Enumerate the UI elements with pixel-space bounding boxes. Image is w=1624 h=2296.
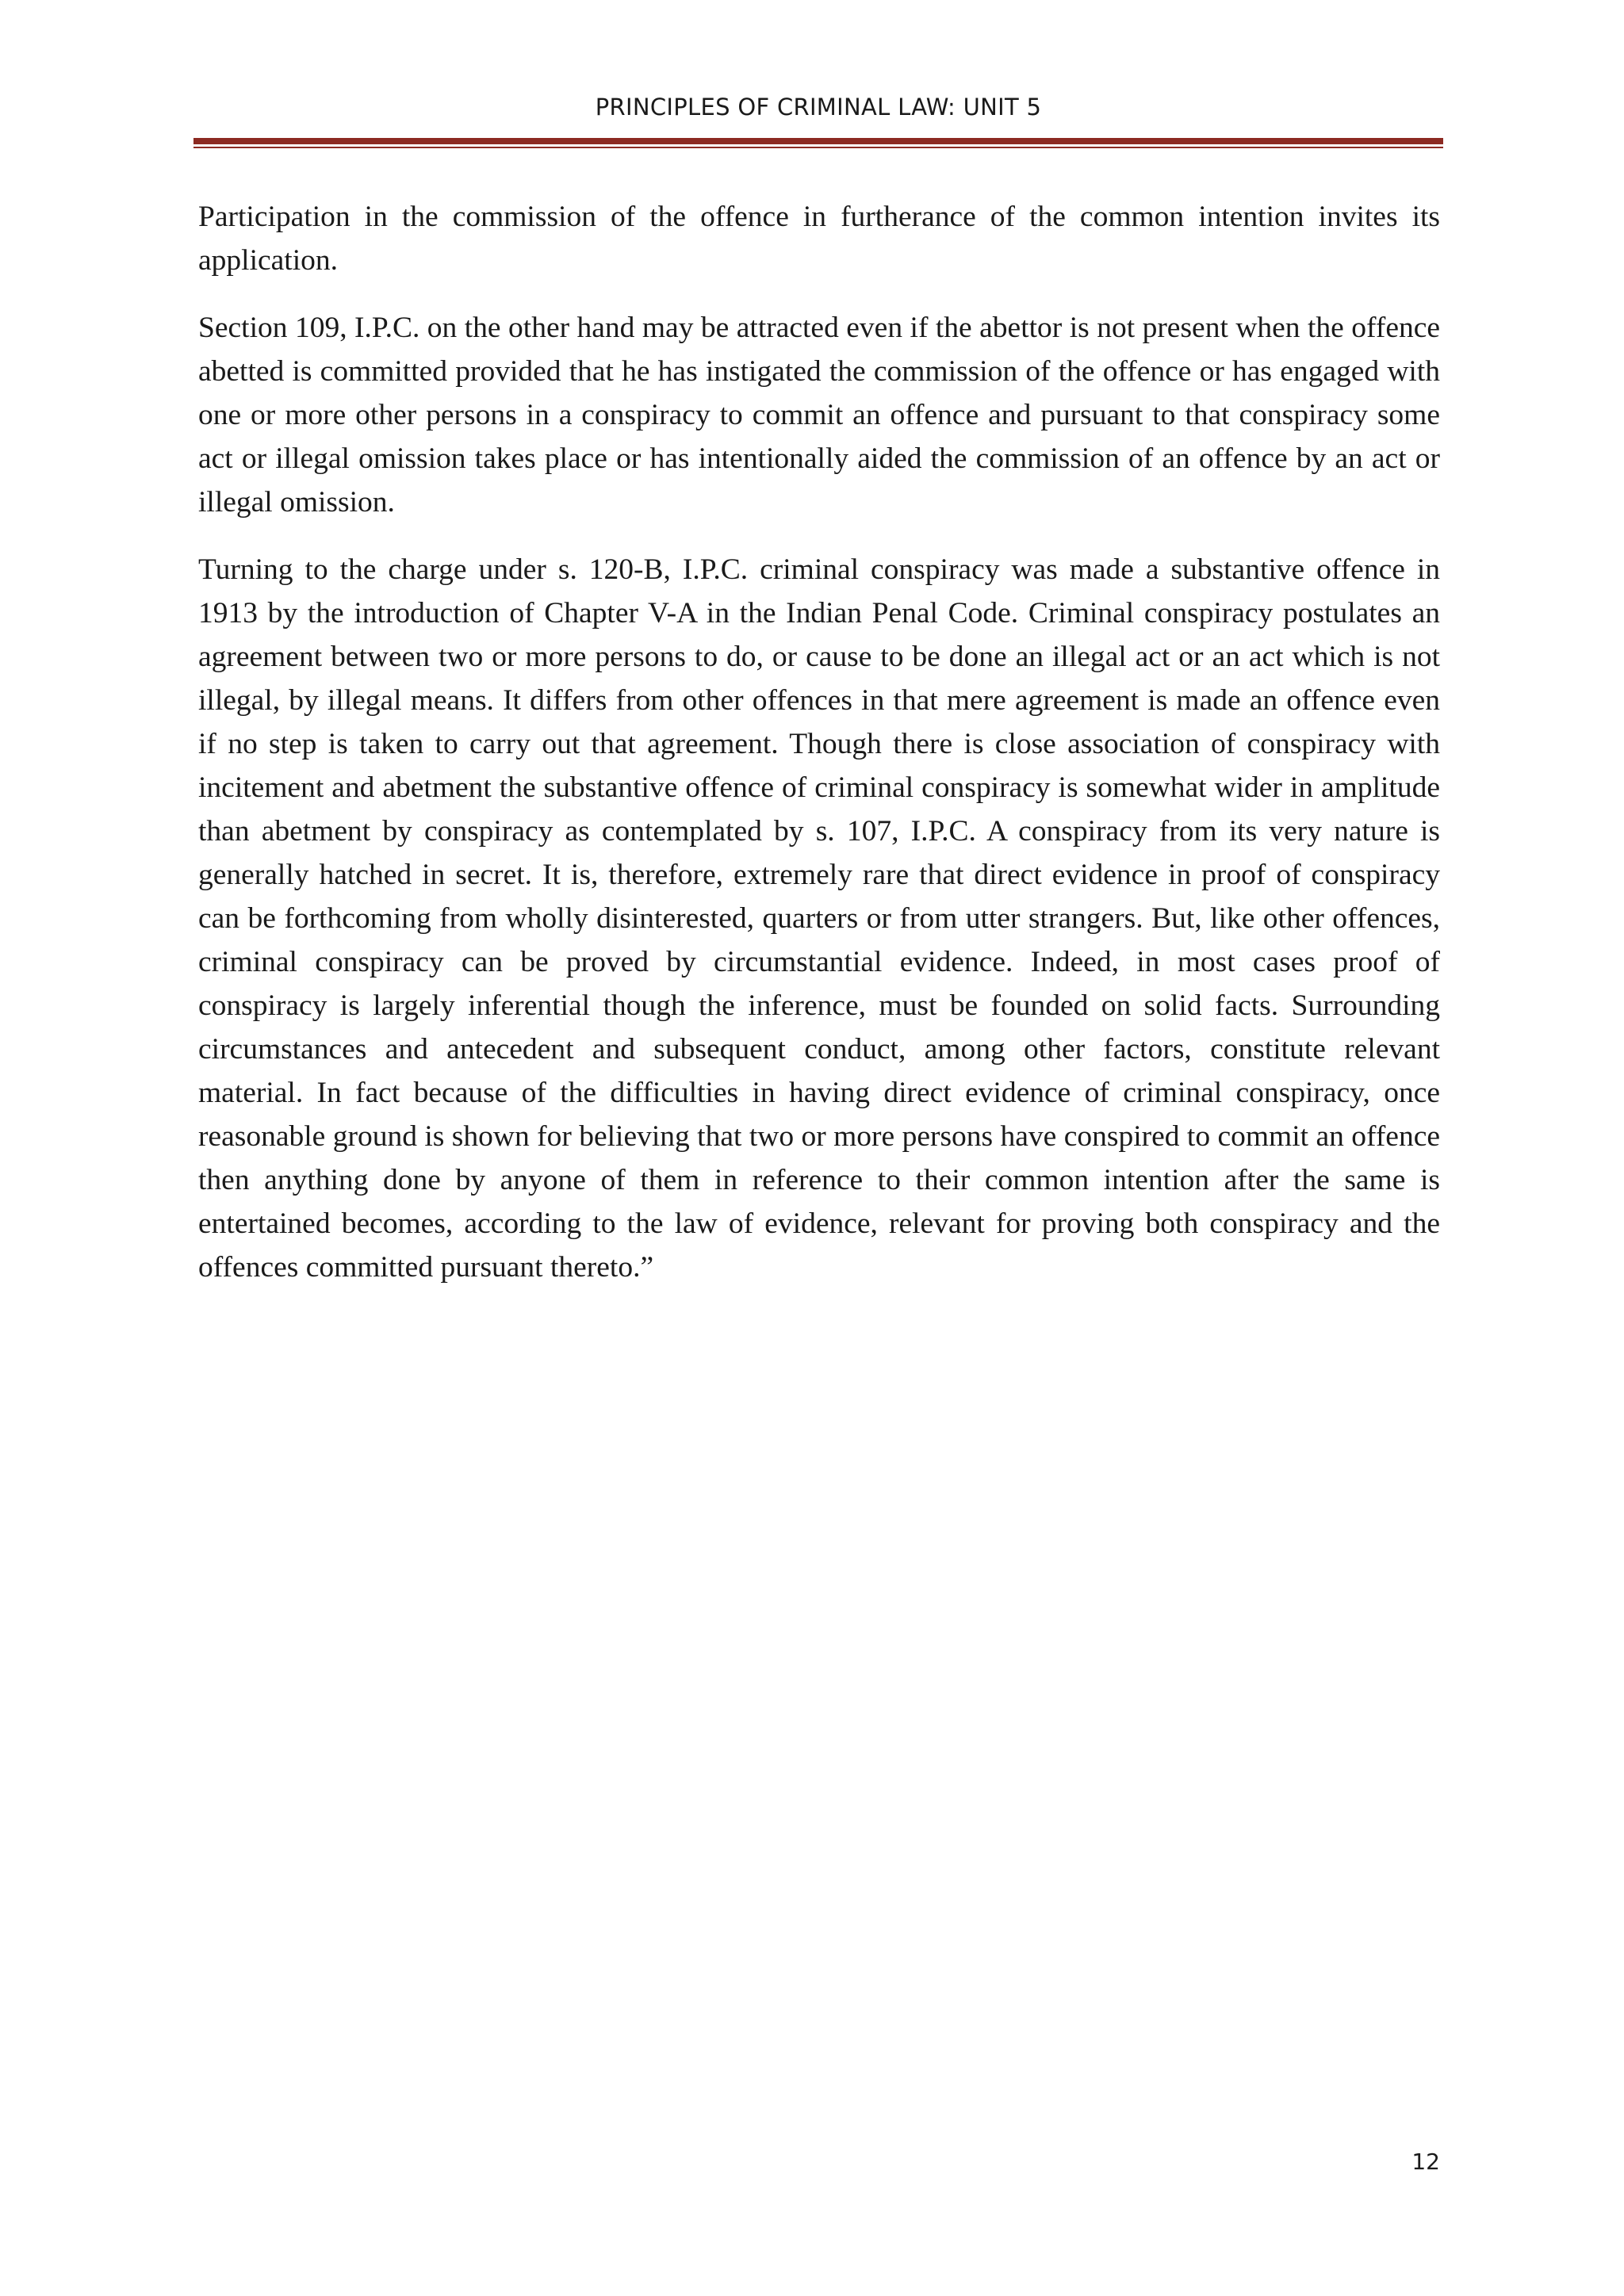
paragraph: Turning to the charge under s. 120-B, I.P.C. criminal conspiracy was made a substantive offence in 1913 by the introduction of Chapter V-A in the Indian Penal Code. Criminal conspiracy postulates an agreement between two or more persons to do, or cause to be done an illegal act or an act which is not illegal, by illegal means. It differs from other offences in that mere agreement is made an offence even if no step is taken to carry out that agreement. Though there is close association of conspiracy with incitement and abetment the substantive offence of criminal conspiracy is somewhat wider in amplitude than abetment by conspiracy as contemplated by s. 107, I.P.C. A conspiracy from its very nature is generally hatched in secret. It is, therefore, extremely rare that direct evidence in proof of conspiracy can be forthcoming from wholly disinterested, quarters or from utter strangers. But, like other offences, criminal conspiracy can be proved by circumstantial evidence. Indeed, in most cases proof of conspiracy is largely inferential though the inference, must be founded on solid facts. Surrounding circumstances and antecedent and subsequent conduct, among other factors, constitute relevant material. In fact because of the difficulties in having direct evidence of criminal conspiracy, once reasonable ground is shown for believing that two or more persons have conspired to commit an offence then anything done by anyone of them in reference to their common intention after the same is entertained becomes, according to the law of evidence, relevant for proving both conspiracy and the offences committed pursuant thereto.” [198, 553, 1440, 1284]
paragraph: Section 109, I.P.C. on the other hand may be attracted even if the abettor is not present when the offence abetted is committed provided that he has instigated the commission of the offence or has engaged with one or more other persons in a conspiracy to commit an offence and pursuant to that conspiracy some act or illegal omission takes place or has intentionally aided the commission of an offence by an act or illegal omission. [198, 312, 1440, 519]
page-number: 12 [1411, 2149, 1440, 2175]
header-rule-thin [193, 147, 1443, 148]
running-header: PRINCIPLES OF CRIMINAL LAW: UNIT 5 [595, 94, 1042, 121]
header-rule [193, 138, 1443, 144]
body-text [198, 195, 1440, 1313]
paragraph: Participation in the commission of the offence in furtherance of the common intention invites its application. [198, 201, 1440, 277]
